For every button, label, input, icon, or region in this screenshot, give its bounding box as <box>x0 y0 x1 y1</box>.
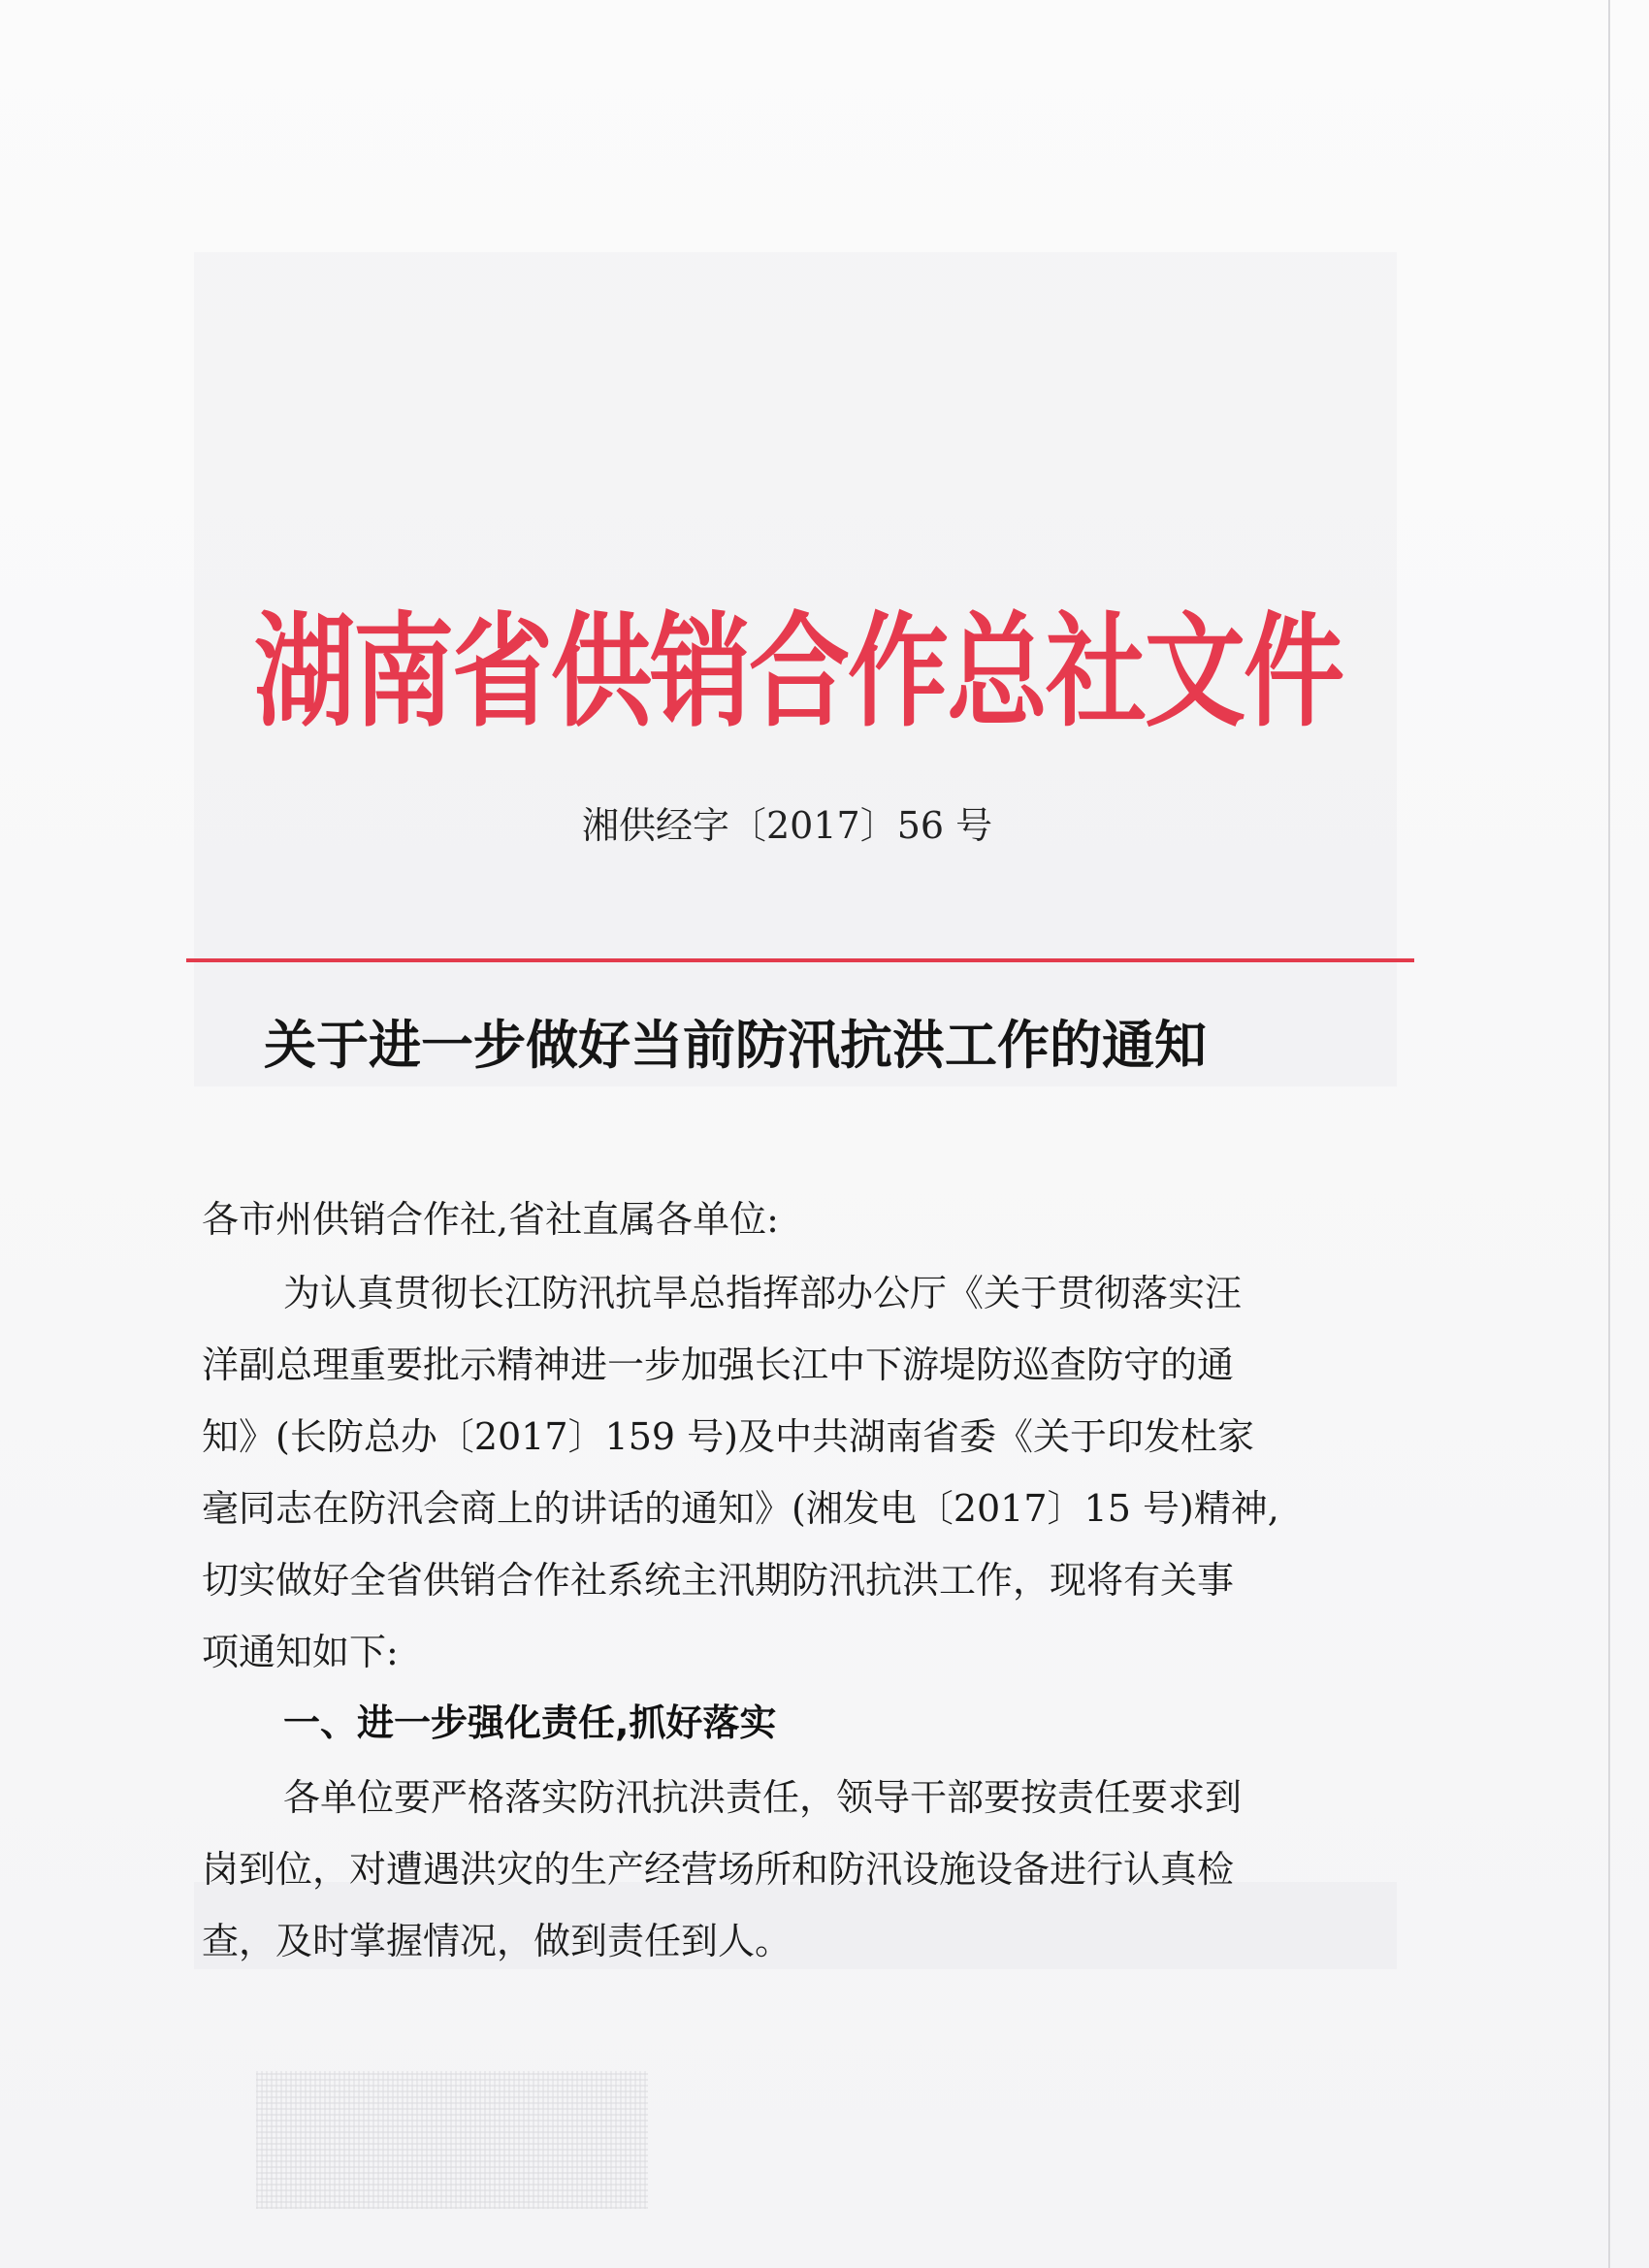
page-edge <box>1608 0 1610 2268</box>
issuer-header: 湖南省供销合作总社文件 <box>254 599 1343 744</box>
document-number: 湘供经字〔2017〕56 号 <box>582 804 993 847</box>
section-paragraph-line: 查，及时掌握情况，做到责任到人。 <box>202 1920 792 1962</box>
show-through-barcode-block <box>256 2071 648 2209</box>
intro-paragraph-line: 洋副总理重要批示精神进一步加强长江中下游堤防巡查防守的通 <box>202 1344 1235 1386</box>
notice-title: 关于进一步做好当前防汛抗洪工作的通知 <box>264 1014 1207 1076</box>
intro-paragraph-line: 切实做好全省供销合作社系统主汛期防汛抗洪工作，现将有关事 <box>202 1559 1235 1602</box>
red-divider-line <box>186 958 1414 962</box>
section-paragraph-line: 各单位要严格落实防汛抗洪责任，领导干部要按责任要求到 <box>283 1776 1243 1819</box>
intro-paragraph-line: 为认真贯彻长江防汛抗旱总指挥部办公厅《关于贯彻落实汪 <box>283 1272 1243 1314</box>
intro-paragraph-line: 毫同志在防汛会商上的讲话的通知》(湘发电〔2017〕15 号)精神, <box>202 1487 1279 1530</box>
section-paragraph-line: 岗到位，对遭遇洪灾的生产经营场所和防汛设施设备进行认真检 <box>202 1848 1235 1891</box>
intro-paragraph-line: 项通知如下: <box>202 1631 399 1673</box>
recipients-line: 各市州供销合作社,省社直属各单位: <box>202 1198 779 1241</box>
intro-paragraph-line: 知》(长防总办〔2017〕159 号)及中共湖南省委《关于印发杜家 <box>202 1415 1254 1458</box>
section-heading: 一、进一步强化责任,抓好落实 <box>283 1701 777 1744</box>
